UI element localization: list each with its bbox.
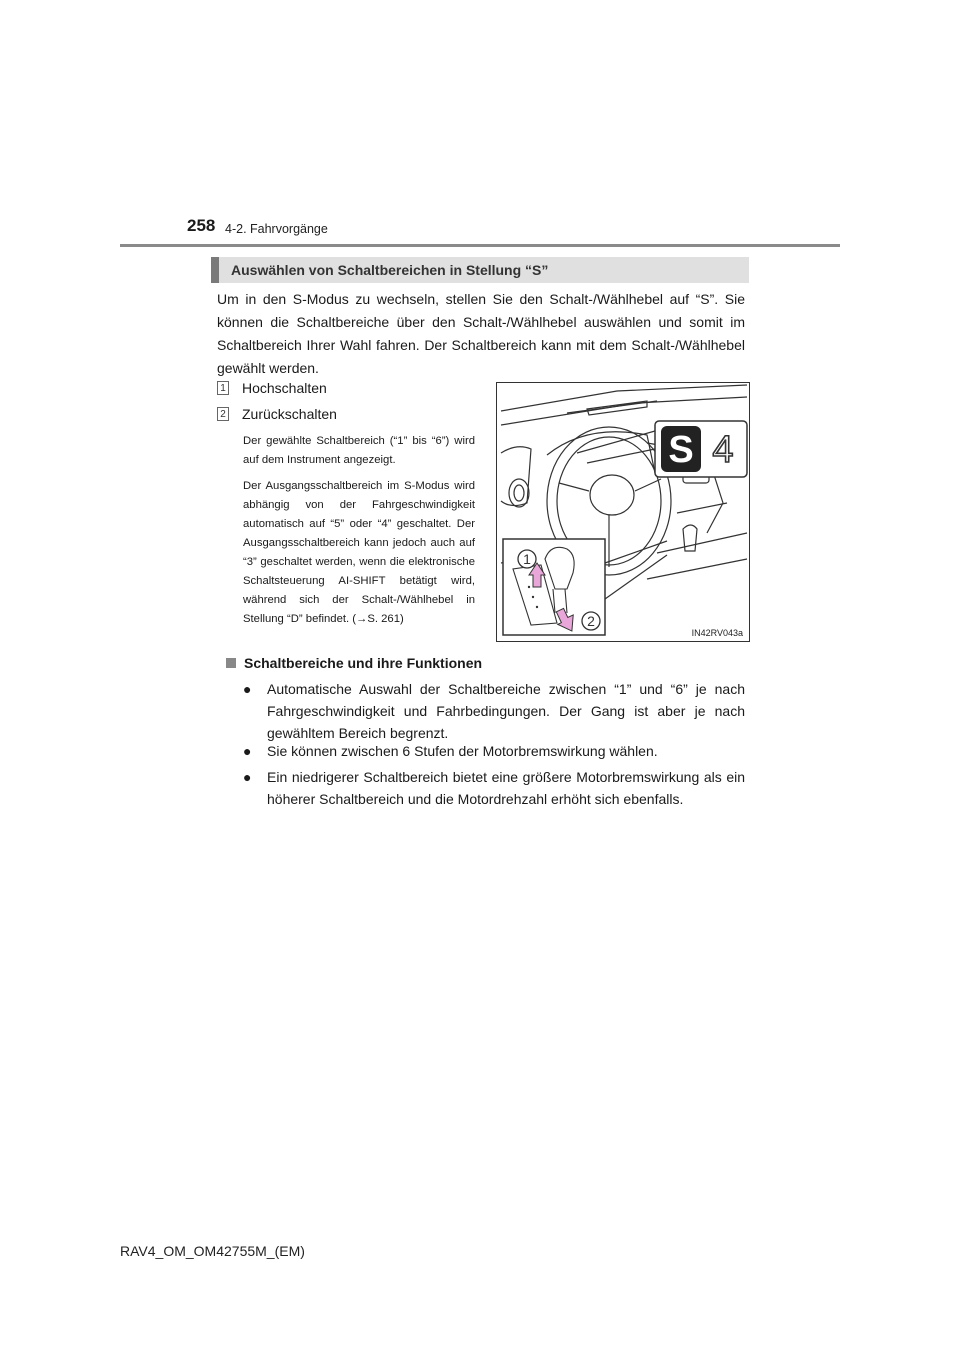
item-upshift — [217, 380, 327, 396]
footer-document-code: RAV4_OM_OM42755M_(EM) — [120, 1243, 305, 1259]
note-gear-display: Der gewählte Schaltbereich (“1” bis “6”) wird auf dem Instrument angezeigt. — [243, 435, 475, 466]
section-heading — [211, 257, 749, 283]
list-item — [243, 678, 745, 744]
number-box-1: 1 — [217, 381, 229, 395]
display-letter: S — [668, 429, 694, 471]
callout-1: 1 — [523, 551, 531, 567]
illustration-code: IN42RV043a — [691, 628, 743, 638]
page-number: 258 — [187, 216, 216, 235]
header-rule — [120, 244, 840, 247]
bullet-text: Automatische Auswahl der Schaltbereiche zwischen “1” und “6” je nach Fahrgeschwindigkeit und Fahrbedingungen. Der Gang ist aber je nach gewähltem Bereich begrenzt. — [267, 681, 745, 741]
dashboard-drawing — [497, 383, 749, 641]
section-title: 4-2. Fahrvorgänge — [225, 222, 328, 236]
list-item — [243, 766, 745, 810]
number-box-2: 2 — [217, 407, 229, 421]
bullet-icon: ● — [243, 681, 252, 697]
intro-paragraph: Um in den S-Modus zu wechseln, stellen Sie den Schalt-/Wählhebel auf “S”. Sie können die Schaltbereiche über den Schalt-/Wählhebel auswählen und somit im Schaltbereich Ihrer Wahl fahren. Der Schaltbereich kann mit dem Schalt-/Wählhebel gewählt werden. — [217, 291, 745, 376]
item-downshift — [217, 406, 337, 422]
callout-2: 2 — [587, 613, 595, 629]
square-bullet-icon — [226, 658, 236, 668]
display-digit: 4 — [712, 429, 734, 471]
list-item — [243, 740, 745, 762]
bullet-text: Ein niedrigerer Schaltbereich bietet eine größere Motorbremswirkung als ein höherer Schaltbereich und die Motordrehzahl erhöht sich ebenfalls. — [267, 769, 745, 807]
shift-lever-illustration — [496, 382, 750, 642]
note-initial-range: Der Ausgangsschaltbereich im S-Modus wird abhängig von der Fahrgeschwindigkeit automatisch auf “5” oder “4” geschaltet. Der Ausgangsschaltbereich kann jedoch auch auf “3” geschaltet werden, wenn die elektronische Schaltsteuerung AI-SHIFT betätigt wird, während sich der Schalt-/Wählhebel in Stellung “D” befindet. (→S. 261) — [243, 480, 475, 625]
section-heading-text: Auswählen von Schaltbereichen in Stellung “S” — [231, 262, 549, 278]
bullet-text: Sie können zwischen 6 Stufen der Motorbremswirkung wählen. — [267, 743, 658, 759]
subsection-title: Schaltbereiche und ihre Funktionen — [244, 655, 483, 671]
item-label: Hochschalten — [242, 380, 327, 396]
item-label: Zurückschalten — [242, 406, 337, 422]
subsection-heading — [226, 655, 482, 671]
bullet-icon: ● — [243, 769, 252, 785]
bullet-icon: ● — [243, 743, 252, 759]
